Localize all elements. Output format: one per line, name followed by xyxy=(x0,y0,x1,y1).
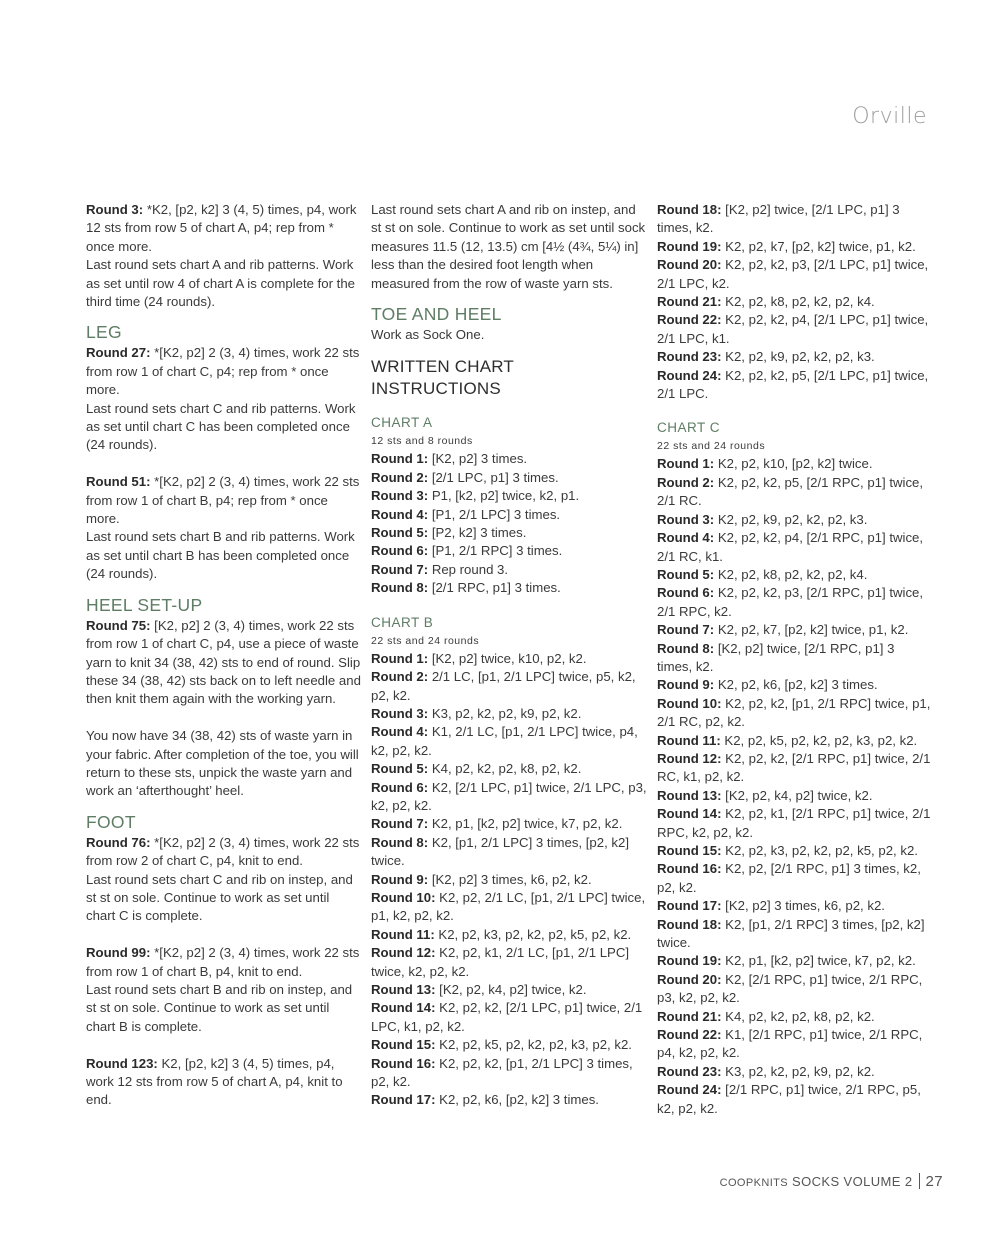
round-text: K2, p2, k3, p2, k2, p2, k5, p2, k2. xyxy=(438,926,632,942)
section-heading-leg: LEG xyxy=(86,322,122,343)
round-label: Round 5: xyxy=(371,525,429,541)
round-label: Round 8: xyxy=(371,580,429,596)
round-label: Round 22: xyxy=(657,1027,722,1043)
round-label: Round 23: xyxy=(657,1063,722,1079)
round-instruction xyxy=(371,760,647,778)
page-title: Orville xyxy=(852,104,927,129)
round-text: K2, p2, 2/1 LC, [p1, 2/1 LPC] twice, p1, k2, p2, k2. xyxy=(371,889,646,924)
round-label: Round 7: xyxy=(371,561,429,577)
round-label: Round 24: xyxy=(657,367,722,383)
round-instruction xyxy=(657,860,933,897)
round-text: K2, p2, k8, p2, k2, p2, k4. xyxy=(725,294,875,310)
round-instruction xyxy=(371,487,647,505)
round-instruction xyxy=(657,621,933,639)
round-label: Round 1: xyxy=(371,451,429,467)
round-instruction xyxy=(371,524,647,542)
round-instruction xyxy=(371,705,647,723)
round-instruction xyxy=(371,1036,647,1054)
footer-publication: SOCKS VOLUME 2 xyxy=(792,1174,913,1189)
round-instruction xyxy=(657,201,933,238)
page-number: 27 xyxy=(925,1173,943,1190)
paragraph xyxy=(86,617,362,709)
round-text: [K2, p2] 3 times, k6, p2, k2. xyxy=(431,871,592,887)
round-text: K2, p2, k8, p2, k2, p2, k4. xyxy=(717,566,868,582)
round-instruction xyxy=(657,293,933,311)
round-label: Round 10: xyxy=(657,695,722,711)
round-label: Round 4: xyxy=(371,724,429,740)
round-label: Round 9: xyxy=(371,871,429,887)
round-instruction xyxy=(371,561,647,579)
chart-b-rounds-continued xyxy=(657,201,933,403)
round-label: Round 23: xyxy=(657,349,722,365)
round-text: K2, p2, k7, [p2, k2] twice, p1, k2. xyxy=(725,238,916,254)
round-text: K2, p2, k7, [p2, k2] twice, p1, k2. xyxy=(717,622,909,638)
paragraph xyxy=(86,201,362,256)
round-text: K2, p2, k9, p2, k2, p2, k3. xyxy=(717,511,868,527)
round-label: Round 8: xyxy=(657,640,715,656)
round-label: Round 15: xyxy=(657,843,722,858)
round-instruction xyxy=(657,238,933,256)
round-label: Round 12: xyxy=(657,750,722,766)
round-text: [K2, p2] 2 (3, 4) times, work 22 sts from row 1 of chart C, p4, use a piece of waste yarn to knit 34 (38, 42) sts to end of round. Slip these 34 (38, 42) sts back on to left needle and then knit them again with the working yarn. xyxy=(86,617,361,707)
round-text: K2, p2, k1, 2/1 LC, [p1, 2/1 LPC] twice, k2, p2, k2. xyxy=(371,945,630,979)
round-label: Round 123: xyxy=(86,1055,158,1071)
round-text: [2/1 LPC, p1] 3 times. xyxy=(431,469,559,485)
round-instruction xyxy=(371,1091,647,1109)
round-label: Round 14: xyxy=(657,806,722,822)
paragraph: Last round sets chart C and rib on instep, and st st on sole. Continue to work as set until chart C is complete. xyxy=(86,871,353,924)
round-instruction xyxy=(657,805,933,842)
round-label: Round 76: xyxy=(86,834,151,850)
round-text: [2/1 RPC, p1] 3 times. xyxy=(431,580,561,596)
round-instruction xyxy=(657,566,933,584)
paragraph: Last round sets chart A and rib on instep, and st st on sole. Continue to work as set until sock measures 11.5 (12, 13.5) cm [4½ (4¾, 5¼) in] less than the desired foot length when measured from the row of waste yarn sts. xyxy=(371,202,646,291)
footer-brand: COOPKNITS xyxy=(719,1177,789,1189)
round-instruction xyxy=(657,971,933,1008)
round-text: K2, p2, k2, p5, [2/1 LPC, p1] twice, 2/1 LPC. xyxy=(657,367,929,402)
round-text: K4, p2, k2, p2, k8, p2, k2. xyxy=(725,1008,875,1024)
round-label: Round 21: xyxy=(657,1008,722,1024)
round-instruction xyxy=(657,348,933,366)
chart-b-subheading: 22 sts and 24 rounds xyxy=(371,634,480,647)
round-text: K2, p2, k2, [2/1 LPC, p1] twice, 2/1 LPC, k1, p2, k2. xyxy=(371,1000,643,1034)
round-text: K2, p2, k3, p2, k2, p2, k5, p2, k2. xyxy=(725,843,918,858)
round-text: *[K2, p2] 2 (3, 4) times, work 22 sts from row 1 of chart C, p4; rep from * once more. xyxy=(86,345,360,398)
round-text: [K2, p2, k4, p2] twice, k2. xyxy=(725,787,873,803)
round-instruction xyxy=(657,695,933,732)
round-label: Round 51: xyxy=(86,474,151,490)
round-text: [K2, p2, k4, p2] twice, k2. xyxy=(439,982,587,997)
round-instruction xyxy=(657,732,933,750)
round-instruction xyxy=(657,676,933,694)
round-instruction xyxy=(371,1055,647,1092)
round-label: Round 6: xyxy=(657,585,715,601)
round-text: K2, p2, k5, p2, k2, p2, k3, p2, k2. xyxy=(439,1037,632,1053)
round-text: K2, p1, [k2, p2] twice, k7, p2, k2. xyxy=(725,953,916,969)
round-text: [P2, k2] 3 times. xyxy=(431,525,527,541)
round-text: Rep round 3. xyxy=(431,561,509,577)
section-heading-heel-setup: HEEL SET-UP xyxy=(86,594,203,615)
round-instruction xyxy=(371,723,647,760)
round-instruction xyxy=(657,1008,933,1026)
chart-c-rounds xyxy=(657,455,933,1118)
round-label: Round 27: xyxy=(86,345,151,361)
round-instruction xyxy=(657,511,933,529)
round-label: Round 3: xyxy=(371,488,429,504)
round-label: Round 17: xyxy=(371,1092,436,1108)
round-text: [K2, p2] twice, [2/1 LPC, p1] 3 times, k2. xyxy=(657,202,900,236)
round-text: K2, p2, k10, [p2, k2] twice. xyxy=(717,456,873,472)
paragraph: You now have 34 (38, 42) sts of waste yarn in your fabric. After completion of the toe, you will return to these sts, unpick the waste yarn and work an ‘afterthought’ heel. xyxy=(86,728,359,799)
round-text: K2, p2, [2/1 RPC, p1] 3 times, k2, p2, k2. xyxy=(657,861,921,895)
round-text: K2, [p2, k2] 3 (4, 5) times, p4, work 12 sts from row 5 of chart A, p4, knit to end. xyxy=(86,1055,343,1108)
chart-c-heading: CHART C xyxy=(657,420,721,436)
round-text: *[K2, p2] 2 (3, 4) times, work 22 sts from row 1 of chart B, p4, knit to end. xyxy=(86,945,360,979)
round-instruction xyxy=(371,889,647,926)
round-label: Round 1: xyxy=(657,456,715,472)
round-text: [K2, p2] twice, [2/1 RPC, p1] 3 times, k2. xyxy=(657,640,895,674)
round-label: Round 13: xyxy=(657,787,722,803)
round-label: Round 22: xyxy=(657,312,722,328)
round-label: Round 4: xyxy=(657,530,715,546)
paragraph: Work as Sock One. xyxy=(371,327,485,343)
round-label: Round 13: xyxy=(371,982,436,997)
round-instruction xyxy=(657,1026,933,1063)
round-instruction xyxy=(371,944,647,981)
round-text: K4, p2, k2, p2, k8, p2, k2. xyxy=(431,761,582,777)
round-instruction xyxy=(657,916,933,953)
chart-c-subheading: 22 sts and 24 rounds xyxy=(657,440,766,453)
round-text: P1, [k2, p2] twice, k2, p1. xyxy=(431,488,580,504)
round-text: [K2, p2] 3 times, k6, p2, k2. xyxy=(725,898,885,914)
round-label: Round 5: xyxy=(657,566,715,582)
round-instruction xyxy=(371,926,647,944)
round-label: Round 18: xyxy=(657,202,722,217)
round-label: Round 24: xyxy=(657,1082,722,1098)
round-instruction xyxy=(657,952,933,970)
round-text: *[K2, p2] 2 (3, 4) times, work 22 sts from row 1 of chart B, p4; rep from * once more. xyxy=(86,474,360,527)
round-text: K2, p2, k9, p2, k2, p2, k3. xyxy=(725,349,875,365)
round-instruction xyxy=(371,871,647,889)
round-text: [K2, p2] 3 times. xyxy=(431,451,528,467)
round-label: Round 20: xyxy=(657,257,722,273)
chart-b-rounds xyxy=(371,650,647,1110)
round-label: Round 1: xyxy=(371,650,429,666)
round-instruction xyxy=(657,897,933,915)
chart-a-subheading: 12 sts and 8 rounds xyxy=(371,435,473,448)
round-instruction xyxy=(371,469,647,487)
column-1 xyxy=(86,201,362,1110)
round-label: Round 3: xyxy=(86,202,144,217)
chart-a-heading: CHART A xyxy=(371,415,433,431)
round-text: [P1, 2/1 RPC] 3 times. xyxy=(431,543,563,559)
round-instruction xyxy=(657,256,933,293)
round-instruction xyxy=(657,1063,933,1081)
round-text: *K2, [p2, k2] 3 (4, 5) times, p4, work 12 sts from row 5 of chart A, p4; rep from * once more. xyxy=(86,202,357,254)
round-instruction xyxy=(657,787,933,805)
round-text: K2, [2/1 RPC, p1] twice, 2/1 RPC, p3, k2, p2, k2. xyxy=(657,971,923,1006)
round-instruction xyxy=(371,779,647,816)
round-label: Round 19: xyxy=(657,238,722,254)
round-label: Round 18: xyxy=(657,916,722,932)
round-label: Round 11: xyxy=(657,732,721,748)
round-text: K3, p2, k2, p2, k9, p2, k2. xyxy=(431,705,582,721)
round-instruction xyxy=(371,668,647,705)
round-text: K2, [2/1 LPC, p1] twice, 2/1 LPC, p3, k2, p2, k2. xyxy=(371,779,647,813)
section-heading-toe-and-heel: TOE AND HEEL xyxy=(371,304,502,325)
round-text: K2, p2, k5, p2, k2, p2, k3, p2, k2. xyxy=(724,732,918,748)
round-label: Round 2: xyxy=(371,669,429,685)
round-instruction xyxy=(371,579,647,597)
round-label: Round 16: xyxy=(657,861,722,877)
round-text: K2, p2, k2, [p1, 2/1 RPC] twice, p1, 2/1 RC, p2, k2. xyxy=(657,695,931,730)
round-text: [K2, p2] twice, k10, p2, k2. xyxy=(431,650,587,666)
round-label: Round 19: xyxy=(657,953,722,969)
column-3 xyxy=(657,201,933,1118)
round-instruction xyxy=(657,311,933,348)
round-text: K2, p1, [k2, p2] twice, k7, p2, k2. xyxy=(431,816,623,832)
round-instruction xyxy=(657,584,933,621)
round-label: Round 17: xyxy=(657,898,722,914)
paragraph xyxy=(86,344,362,399)
round-text: K2, p2, k2, p4, [2/1 LPC, p1] twice, 2/1 LPC, k1. xyxy=(657,312,929,346)
page-footer xyxy=(720,1173,943,1190)
round-label: Round 2: xyxy=(371,469,429,485)
round-instruction xyxy=(657,842,933,860)
round-text: *[K2, p2] 2 (3, 4) times, work 22 sts from row 2 of chart C, p4, knit to end. xyxy=(86,834,360,869)
round-text: K2, p2, k2, p3, [2/1 LPC, p1] twice, 2/1 LPC, k2. xyxy=(657,257,929,291)
round-label: Round 4: xyxy=(371,506,429,522)
paragraph: Last round sets chart B and rib patterns. Work as set until chart B has been completed once (24 rounds). xyxy=(86,529,355,582)
round-label: Round 6: xyxy=(371,779,429,795)
round-instruction xyxy=(371,815,647,833)
round-label: Round 14: xyxy=(371,1000,436,1016)
round-instruction xyxy=(657,640,933,677)
footer-divider xyxy=(919,1173,920,1189)
round-label: Round 12: xyxy=(371,945,436,961)
column-2 xyxy=(371,201,647,1110)
round-label: Round 15: xyxy=(371,1037,436,1053)
round-text: K2, p2, k2, [p1, 2/1 LPC] 3 times, p2, k2. xyxy=(371,1055,633,1090)
round-instruction xyxy=(371,834,647,871)
round-text: K1, 2/1 LC, [p1, 2/1 LPC] twice, p4, k2, p2, k2. xyxy=(371,724,638,758)
paragraph: Last round sets chart B and rib on instep, and st st on sole. Continue to work as set until chart B is complete. xyxy=(86,981,353,1034)
paragraph: Last round sets chart A and rib patterns. Work as set until row 4 of chart A is complete for the third time (24 rounds). xyxy=(86,257,356,310)
round-instruction xyxy=(371,981,647,999)
round-text: K2, p2, k6, [p2, k2] 3 times. xyxy=(717,677,878,693)
round-instruction xyxy=(657,474,933,511)
round-text: [2/1 RPC, p1] twice, 2/1 RPC, p5, k2, p2, k2. xyxy=(657,1082,921,1116)
round-instruction xyxy=(657,455,933,473)
round-instruction xyxy=(657,750,933,787)
round-label: Round 99: xyxy=(86,945,151,961)
round-label: Round 7: xyxy=(657,622,715,638)
round-text: K2, p2, k2, p3, [2/1 RPC, p1] twice, 2/1 RPC, k2. xyxy=(657,585,924,619)
round-text: K2, p2, k6, [p2, k2] 3 times. xyxy=(439,1092,599,1108)
chart-a-rounds xyxy=(371,450,647,597)
round-label: Round 20: xyxy=(657,971,722,987)
round-label: Round 3: xyxy=(371,705,429,721)
paragraph: Last round sets chart C and rib patterns. Work as set until chart C has been completed once (24 rounds). xyxy=(86,400,356,453)
round-instruction xyxy=(657,529,933,566)
paragraph xyxy=(86,1055,362,1110)
round-text: K2, p2, k2, [2/1 RPC, p1] twice, 2/1 RC, k1, p2, k2. xyxy=(657,750,931,785)
round-label: Round 11: xyxy=(371,926,435,942)
round-instruction xyxy=(371,650,647,668)
round-text: K2, [p1, 2/1 RPC] 3 times, [p2, k2] twice. xyxy=(657,916,925,951)
round-label: Round 9: xyxy=(657,677,715,693)
round-label: Round 7: xyxy=(371,816,429,832)
round-text: K3, p2, k2, p2, k9, p2, k2. xyxy=(725,1063,875,1079)
round-instruction xyxy=(371,506,647,524)
round-text: K2, p2, k2, p5, [2/1 RPC, p1] twice, 2/1 RC. xyxy=(657,474,924,509)
section-heading-written-chart-instructions: WRITTEN CHART INSTRUCTIONS xyxy=(371,357,514,399)
round-label: Round 2: xyxy=(657,474,715,490)
paragraph xyxy=(86,473,362,528)
round-label: Round 6: xyxy=(371,543,429,559)
round-label: Round 3: xyxy=(657,511,715,527)
round-text: 2/1 LC, [p1, 2/1 LPC] twice, p5, k2, p2, k2. xyxy=(371,669,636,703)
round-label: Round 8: xyxy=(371,834,429,850)
round-text: K2, [p1, 2/1 LPC] 3 times, [p2, k2] twice. xyxy=(371,834,629,869)
round-instruction xyxy=(371,542,647,560)
round-label: Round 75: xyxy=(86,617,151,633)
round-instruction xyxy=(371,450,647,468)
round-label: Round 5: xyxy=(371,761,429,777)
paragraph xyxy=(86,944,362,981)
round-text: K2, p2, k2, p4, [2/1 RPC, p1] twice, 2/1 RC, k1. xyxy=(657,530,924,564)
round-instruction xyxy=(657,367,933,404)
chart-b-heading: CHART B xyxy=(371,614,434,630)
round-text: K2, p2, k1, [2/1 RPC, p1] twice, 2/1 RPC, k2, p2, k2. xyxy=(657,806,931,840)
round-text: [P1, 2/1 LPC] 3 times. xyxy=(431,506,561,522)
round-text: K1, [2/1 RPC, p1] twice, 2/1 RPC, p4, k2, p2, k2. xyxy=(657,1027,923,1061)
paragraph xyxy=(86,834,362,871)
round-instruction xyxy=(657,1081,933,1118)
round-label: Round 21: xyxy=(657,294,722,310)
round-label: Round 16: xyxy=(371,1055,436,1071)
section-heading-foot: FOOT xyxy=(86,811,136,832)
round-instruction xyxy=(371,999,647,1036)
round-label: Round 10: xyxy=(371,889,436,905)
